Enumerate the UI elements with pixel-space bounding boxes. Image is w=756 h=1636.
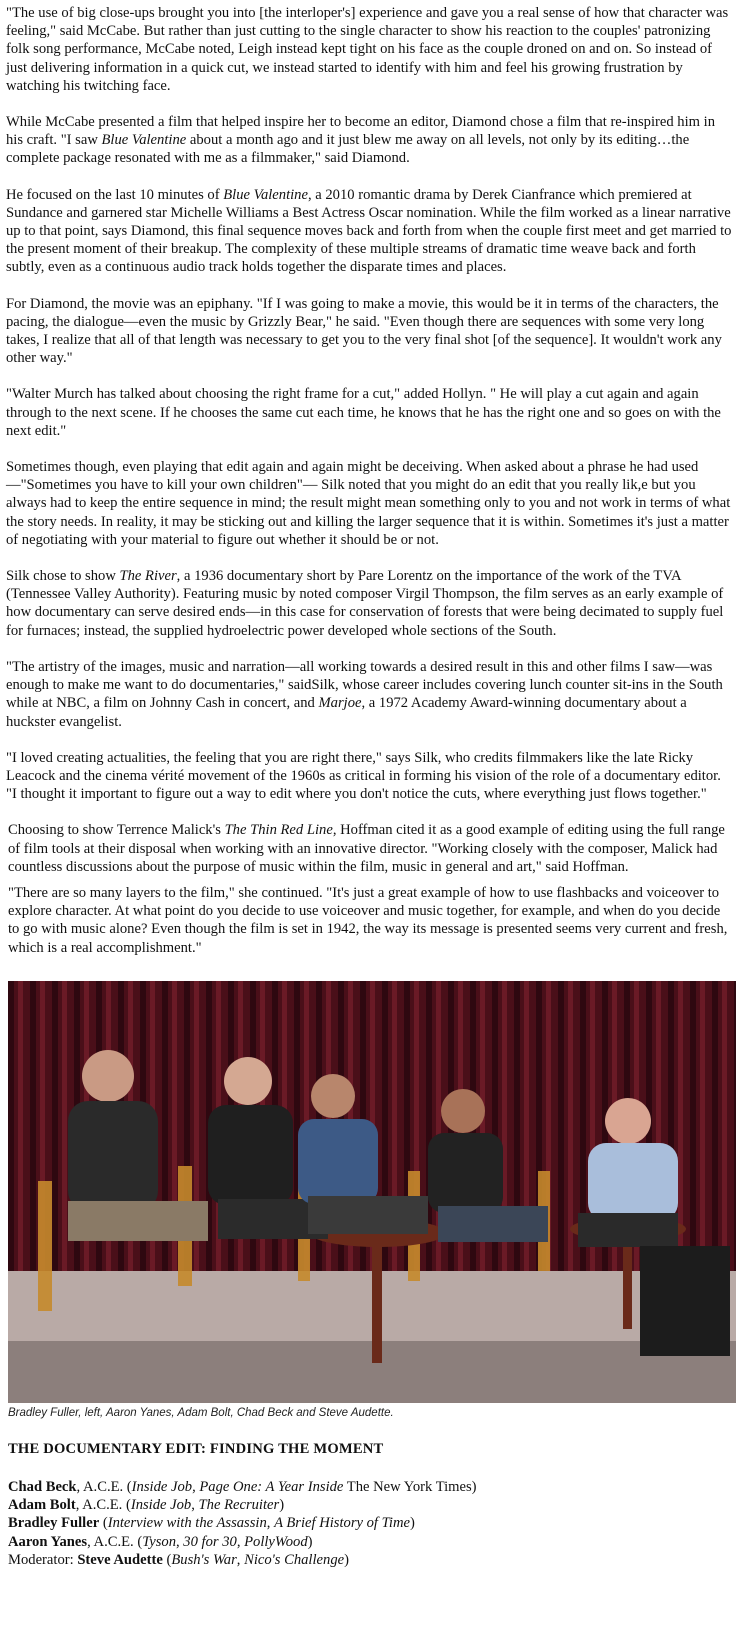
- credit-line: [8, 1496, 734, 1514]
- editor-name: Bradley Fuller: [8, 1515, 100, 1532]
- credit-separator: The New York Times: [343, 1478, 472, 1495]
- editor-name: Adam Bolt: [8, 1497, 76, 1514]
- credit-affiliation: , A.C.E. (: [75, 1497, 131, 1514]
- paragraph-text: "There are so many layers to the film," she continued. "It's just a great example of how to use flashbacks and voiceover to explore character. At what point do you decide to use voiceover and music together, for example, and when do you decide to go with music alone? Even though the film is set in 1942, the way its message is presented seems very current and fresh, which is a real accomplishment.": [8, 884, 728, 956]
- paragraph-text: , Hoffman cited it as a good example of editing using the full range of film tools at their disposal when working with an innovative director. "Working closely with the composer, Malick had countless discussions about the purpose of music within the film, music in general and art," said Hoffman.: [8, 822, 725, 875]
- film-title: Nico's Challenge: [244, 1551, 345, 1568]
- credit-affiliation: , A.C.E. (: [76, 1478, 132, 1495]
- paragraph-text: "The artistry of the images, music and narration—all working towards a desired result in this and other films I saw—was enough to make me want to do documentaries," saidSilk, whose career includes covering lunch counter sit-ins in the South while at NBC, a film on Johnny Cash in concert, and: [6, 658, 723, 712]
- article-paragraph: [6, 567, 734, 640]
- film-title: Interview with the Assassin: [107, 1515, 267, 1532]
- article-paragraph: [6, 113, 734, 168]
- film-title: Tyson: [142, 1533, 176, 1550]
- editor-name: Steve Audette: [77, 1551, 163, 1568]
- credit-affiliation: (: [99, 1515, 108, 1532]
- paragraph-text: "I loved creating actualities, the feeling that you are right there," says Silk, who credits filmmakers like the late Ricky Leacock and the cinema vérité movement of the 1960s as critical in forming his vision of the role of a documentary editor. "I thought it important to figure out a way to edit where you don't notice the cuts, where everything just flows together.": [6, 749, 721, 803]
- film-title: 30 for 30: [183, 1533, 237, 1550]
- article-paragraph: [6, 4, 734, 95]
- film-title: Blue Valentine: [223, 186, 308, 203]
- paragraph-text: , a 1972 Academy Award-winning documentary about a huckster evangelist.: [6, 695, 687, 730]
- article-paragraph: [6, 458, 734, 549]
- article-body: [6, 4, 734, 957]
- credit-prefix: Moderator:: [8, 1551, 78, 1568]
- article-paragraph: [6, 821, 734, 876]
- paragraph-text: "Walter Murch has talked about choosing the right frame for a cut," added Hollyn. " He will play a cut again and again through to the next scene. If he chooses the same cut each time, he knows that he has the right one and so goes on with the next edit.": [6, 386, 721, 439]
- film-title: The Thin Red Line: [224, 822, 333, 839]
- paragraph-text: Silk chose to show: [6, 568, 120, 585]
- article-paragraph: [6, 186, 734, 277]
- film-title: PollyWood: [244, 1533, 308, 1550]
- credit-separator: ,: [236, 1551, 245, 1568]
- paragraph-text: , a 2010 romantic drama by Derek Cianfrance which premiered at Sundance and garnered star Michelle Williams a Best Actress Oscar nomination. While the film worked as a linear narrative up to that point, says Diamond, this final sequence moves back and forth from when the couple first meet and get married to the present moment of their breakup. The complexity of these multiple streams of dramatic time weave back and forth subtly, even as a continuous audio track holds together the disparate times and places.: [6, 186, 732, 276]
- credit-separator: ): [471, 1478, 477, 1495]
- credit-separator: ,: [176, 1533, 184, 1550]
- credit-separator: ): [410, 1515, 415, 1532]
- section-title: THE DOCUMENTARY EDIT: FINDING THE MOMENT: [8, 1440, 384, 1457]
- paragraph-text: While McCabe presented a film that helped inspire her to become an editor, Diamond chose a film that re-inspired him in his craft. "I saw: [6, 114, 716, 149]
- article-paragraph: [6, 658, 734, 731]
- paragraph-text: "The use of big close-ups brought you into [the interloper's] experience and gave you a real sense of how that character was feeling," said McCabe. But rather than just cutting to the single character to show his reaction to the couples' patronizing folk song performance, McCabe noted, Leigh instead kept tight on his face as the couple droned on and on. So instead of just delivering information in a quick cut, we instead started to identify with him and feel his growing frustration by watching his twitching face.: [6, 5, 729, 94]
- credit-line: [8, 1514, 734, 1532]
- editor-name: Aaron Yanes: [8, 1533, 88, 1550]
- credit-separator: ,: [266, 1515, 275, 1532]
- credit-line: [8, 1533, 734, 1551]
- credit-separator: ,: [191, 1497, 199, 1514]
- credit-affiliation: , A.C.E. (: [87, 1533, 143, 1550]
- credit-separator: ,: [192, 1478, 200, 1495]
- article-paragraph: [6, 295, 734, 368]
- credit-affiliation: (: [162, 1551, 172, 1568]
- credit-separator: ): [307, 1533, 313, 1550]
- article-paragraph: [6, 749, 734, 804]
- credit-line: [8, 1478, 734, 1496]
- article-paragraph: [6, 385, 734, 440]
- paragraph-text: Choosing to show Terrence Malick's: [8, 822, 225, 839]
- photo-caption: Bradley Fuller, left, Aaron Yanes, Adam Bolt, Chad Beck and Steve Audette.: [8, 1406, 394, 1419]
- film-title: Inside Job: [131, 1478, 193, 1495]
- credit-separator: ,: [236, 1533, 245, 1550]
- article-paragraph: [6, 884, 734, 957]
- film-title: Marjoe: [318, 695, 362, 712]
- editor-name: Chad Beck: [8, 1478, 77, 1495]
- film-title: Blue Valentine: [101, 132, 187, 149]
- paragraph-text: Sometimes though, even playing that edit again and again might be deceiving. When asked about a phrase he had used—"Sometimes you have to kill your own children"— Silk noted that you might do an edit that you really lik,e but you always had to keep the entire sequence in mind; the result might mean something only to you and not work in terms of what the story needs. In reality, it may be sticking out and killing the larger sequence that it is within. Sometimes it's just a matter of negotiating with your material to figure out whether it should be or not.: [6, 459, 731, 548]
- credit-separator: ): [344, 1551, 349, 1568]
- credits-list: [8, 1478, 734, 1569]
- film-title: Bush's War: [171, 1551, 237, 1568]
- credit-line: [8, 1551, 734, 1569]
- film-title: A Brief History of Time: [274, 1515, 411, 1532]
- film-title: Page One: A Year Inside: [199, 1478, 344, 1495]
- credit-separator: ): [279, 1497, 285, 1514]
- paragraph-text: , a 1936 documentary short by Pare Lorentz on the importance of the work of the TVA (Tennessee Valley Authority). Featuring music by noted composer Virgil Thompson, the film serves as an early example of how documentary can serve desired ends—in this case for conservation of forests that were being decimated to supply fuel for furnaces; instead, the supplied hydroelectric power developed whole sections of the South.: [6, 568, 724, 639]
- film-title: The Recruiter: [198, 1497, 280, 1514]
- film-title: Inside Job: [130, 1497, 192, 1514]
- photo-figure: [8, 981, 736, 1420]
- panel-photo: [8, 981, 736, 1403]
- film-title: The River: [119, 568, 177, 585]
- paragraph-text: For Diamond, the movie was an epiphany. "If I was going to make a movie, this would be it in terms of the characters, the pacing, the dialogue—even the music by Grizzly Bear," he said. "Even though there are sequences with some very long takes, I realize that all of that length was necessary to get you to the very final shot [of the sequence]. It wouldn't work any other way.": [6, 295, 722, 367]
- panel-photo-illustration: [8, 981, 736, 1403]
- paragraph-text: about a month ago and it just blew me away on all levels, not only by its editing…the complete package resonated with me as a filmmaker," said Diamond.: [6, 132, 690, 167]
- paragraph-text: He focused on the last 10 minutes of: [6, 186, 224, 203]
